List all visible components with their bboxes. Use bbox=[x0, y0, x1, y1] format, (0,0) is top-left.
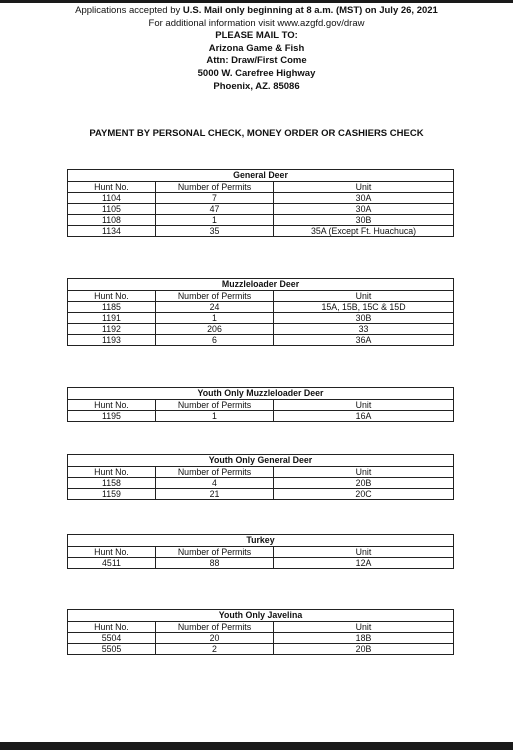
table-turkey bbox=[67, 534, 454, 569]
permit-count: 2 bbox=[156, 644, 274, 655]
permit-count: 21 bbox=[156, 489, 274, 500]
unit: 15A, 15B, 15C & 15D bbox=[274, 302, 454, 313]
table-youth-general-deer bbox=[67, 454, 454, 500]
unit: 20B bbox=[274, 478, 454, 489]
hunt-number: 1185 bbox=[68, 302, 156, 313]
unit: 35A (Except Ft. Huachuca) bbox=[274, 226, 454, 237]
table-title: Youth Only Muzzleloader Deer bbox=[68, 388, 454, 400]
unit: 20B bbox=[274, 644, 454, 655]
hunt-number: 1159 bbox=[68, 489, 156, 500]
hunt-number: 1134 bbox=[68, 226, 156, 237]
mail-line-4: Phoenix, AZ. 85086 bbox=[213, 80, 300, 92]
permit-count: 47 bbox=[156, 204, 274, 215]
table-youth-javelina bbox=[67, 609, 454, 655]
column-header: Hunt No. bbox=[68, 182, 156, 193]
top-edge-bar bbox=[0, 0, 513, 3]
table-row bbox=[68, 633, 454, 644]
unit: 30B bbox=[274, 313, 454, 324]
column-header: Hunt No. bbox=[68, 547, 156, 558]
permit-count: 6 bbox=[156, 335, 274, 346]
table-row bbox=[68, 324, 454, 335]
permit-count: 1 bbox=[156, 215, 274, 226]
column-header: Number of Permits bbox=[156, 400, 274, 411]
hunt-number: 1193 bbox=[68, 335, 156, 346]
permit-count: 24 bbox=[156, 302, 274, 313]
table-row bbox=[68, 226, 454, 237]
hunt-number: 1191 bbox=[68, 313, 156, 324]
table-title: Youth Only Javelina bbox=[68, 610, 454, 622]
column-header: Number of Permits bbox=[156, 467, 274, 478]
permit-count: 1 bbox=[156, 411, 274, 422]
table-row bbox=[68, 335, 454, 346]
unit: 33 bbox=[274, 324, 454, 335]
unit: 30A bbox=[274, 193, 454, 204]
unit: 30A bbox=[274, 204, 454, 215]
permit-count: 88 bbox=[156, 558, 274, 569]
column-header: Hunt No. bbox=[68, 467, 156, 478]
column-header: Unit bbox=[274, 622, 454, 633]
table-header-row bbox=[68, 291, 454, 302]
mail-line-0: PLEASE MAIL TO: bbox=[215, 30, 298, 42]
payment-heading: PAYMENT BY PERSONAL CHECK, MONEY ORDER OR CASHIERS CHECK bbox=[89, 128, 424, 139]
column-header: Unit bbox=[274, 182, 454, 193]
mail-line-2: Attn: Draw/First Come bbox=[206, 55, 307, 67]
info-line: For additional information visit www.azgfd.gov/draw bbox=[148, 17, 365, 29]
table-header-row bbox=[68, 182, 454, 193]
table-row bbox=[68, 215, 454, 226]
hunt-number: 1192 bbox=[68, 324, 156, 335]
permit-count: 20 bbox=[156, 633, 274, 644]
column-header: Unit bbox=[274, 547, 454, 558]
unit: 20C bbox=[274, 489, 454, 500]
notice-prefix: Applications accepted by bbox=[75, 5, 183, 16]
bottom-edge-bar bbox=[0, 742, 513, 750]
unit: 16A bbox=[274, 411, 454, 422]
mail-line-1: Arizona Game & Fish bbox=[208, 42, 305, 54]
table-muzzleloader-deer bbox=[67, 278, 454, 346]
table-row bbox=[68, 489, 454, 500]
unit: 12A bbox=[274, 558, 454, 569]
unit: 30B bbox=[274, 215, 454, 226]
permit-count: 1 bbox=[156, 313, 274, 324]
column-header: Hunt No. bbox=[68, 622, 156, 633]
permit-count: 4 bbox=[156, 478, 274, 489]
table-row bbox=[68, 558, 454, 569]
hunt-number: 4511 bbox=[68, 558, 156, 569]
table-header-row bbox=[68, 400, 454, 411]
hunt-number: 5505 bbox=[68, 644, 156, 655]
table-title: Muzzleloader Deer bbox=[68, 279, 454, 291]
table-header-row bbox=[68, 622, 454, 633]
table-title: Turkey bbox=[68, 535, 454, 547]
table-header-row bbox=[68, 547, 454, 558]
column-header: Unit bbox=[274, 291, 454, 302]
hunt-number: 5504 bbox=[68, 633, 156, 644]
permit-count: 35 bbox=[156, 226, 274, 237]
column-header: Number of Permits bbox=[156, 547, 274, 558]
table-row bbox=[68, 411, 454, 422]
permit-count: 7 bbox=[156, 193, 274, 204]
hunt-number: 1108 bbox=[68, 215, 156, 226]
table-row bbox=[68, 204, 454, 215]
hunt-number: 1158 bbox=[68, 478, 156, 489]
table-row bbox=[68, 478, 454, 489]
table-row bbox=[68, 313, 454, 324]
unit: 18B bbox=[274, 633, 454, 644]
permit-count: 206 bbox=[156, 324, 274, 335]
column-header: Hunt No. bbox=[68, 291, 156, 302]
hunt-number: 1104 bbox=[68, 193, 156, 204]
column-header: Number of Permits bbox=[156, 182, 274, 193]
table-row bbox=[68, 193, 454, 204]
table-general-deer bbox=[67, 169, 454, 237]
column-header: Hunt No. bbox=[68, 400, 156, 411]
notice-bold: U.S. Mail only beginning at 8 a.m. (MST) on July 26, 2021 bbox=[182, 5, 438, 16]
column-header: Number of Permits bbox=[156, 291, 274, 302]
hunt-number: 1195 bbox=[68, 411, 156, 422]
application-notice bbox=[0, 5, 513, 18]
mail-line-3: 5000 W. Carefree Highway bbox=[197, 67, 316, 79]
table-row bbox=[68, 302, 454, 313]
table-row bbox=[68, 644, 454, 655]
column-header: Number of Permits bbox=[156, 622, 274, 633]
table-title: Youth Only General Deer bbox=[68, 455, 454, 467]
unit: 36A bbox=[274, 335, 454, 346]
table-title: General Deer bbox=[68, 170, 454, 182]
table-youth-muzzleloader-deer bbox=[67, 387, 454, 422]
table-header-row bbox=[68, 467, 454, 478]
column-header: Unit bbox=[274, 467, 454, 478]
document-header bbox=[0, 5, 513, 93]
column-header: Unit bbox=[274, 400, 454, 411]
hunt-number: 1105 bbox=[68, 204, 156, 215]
